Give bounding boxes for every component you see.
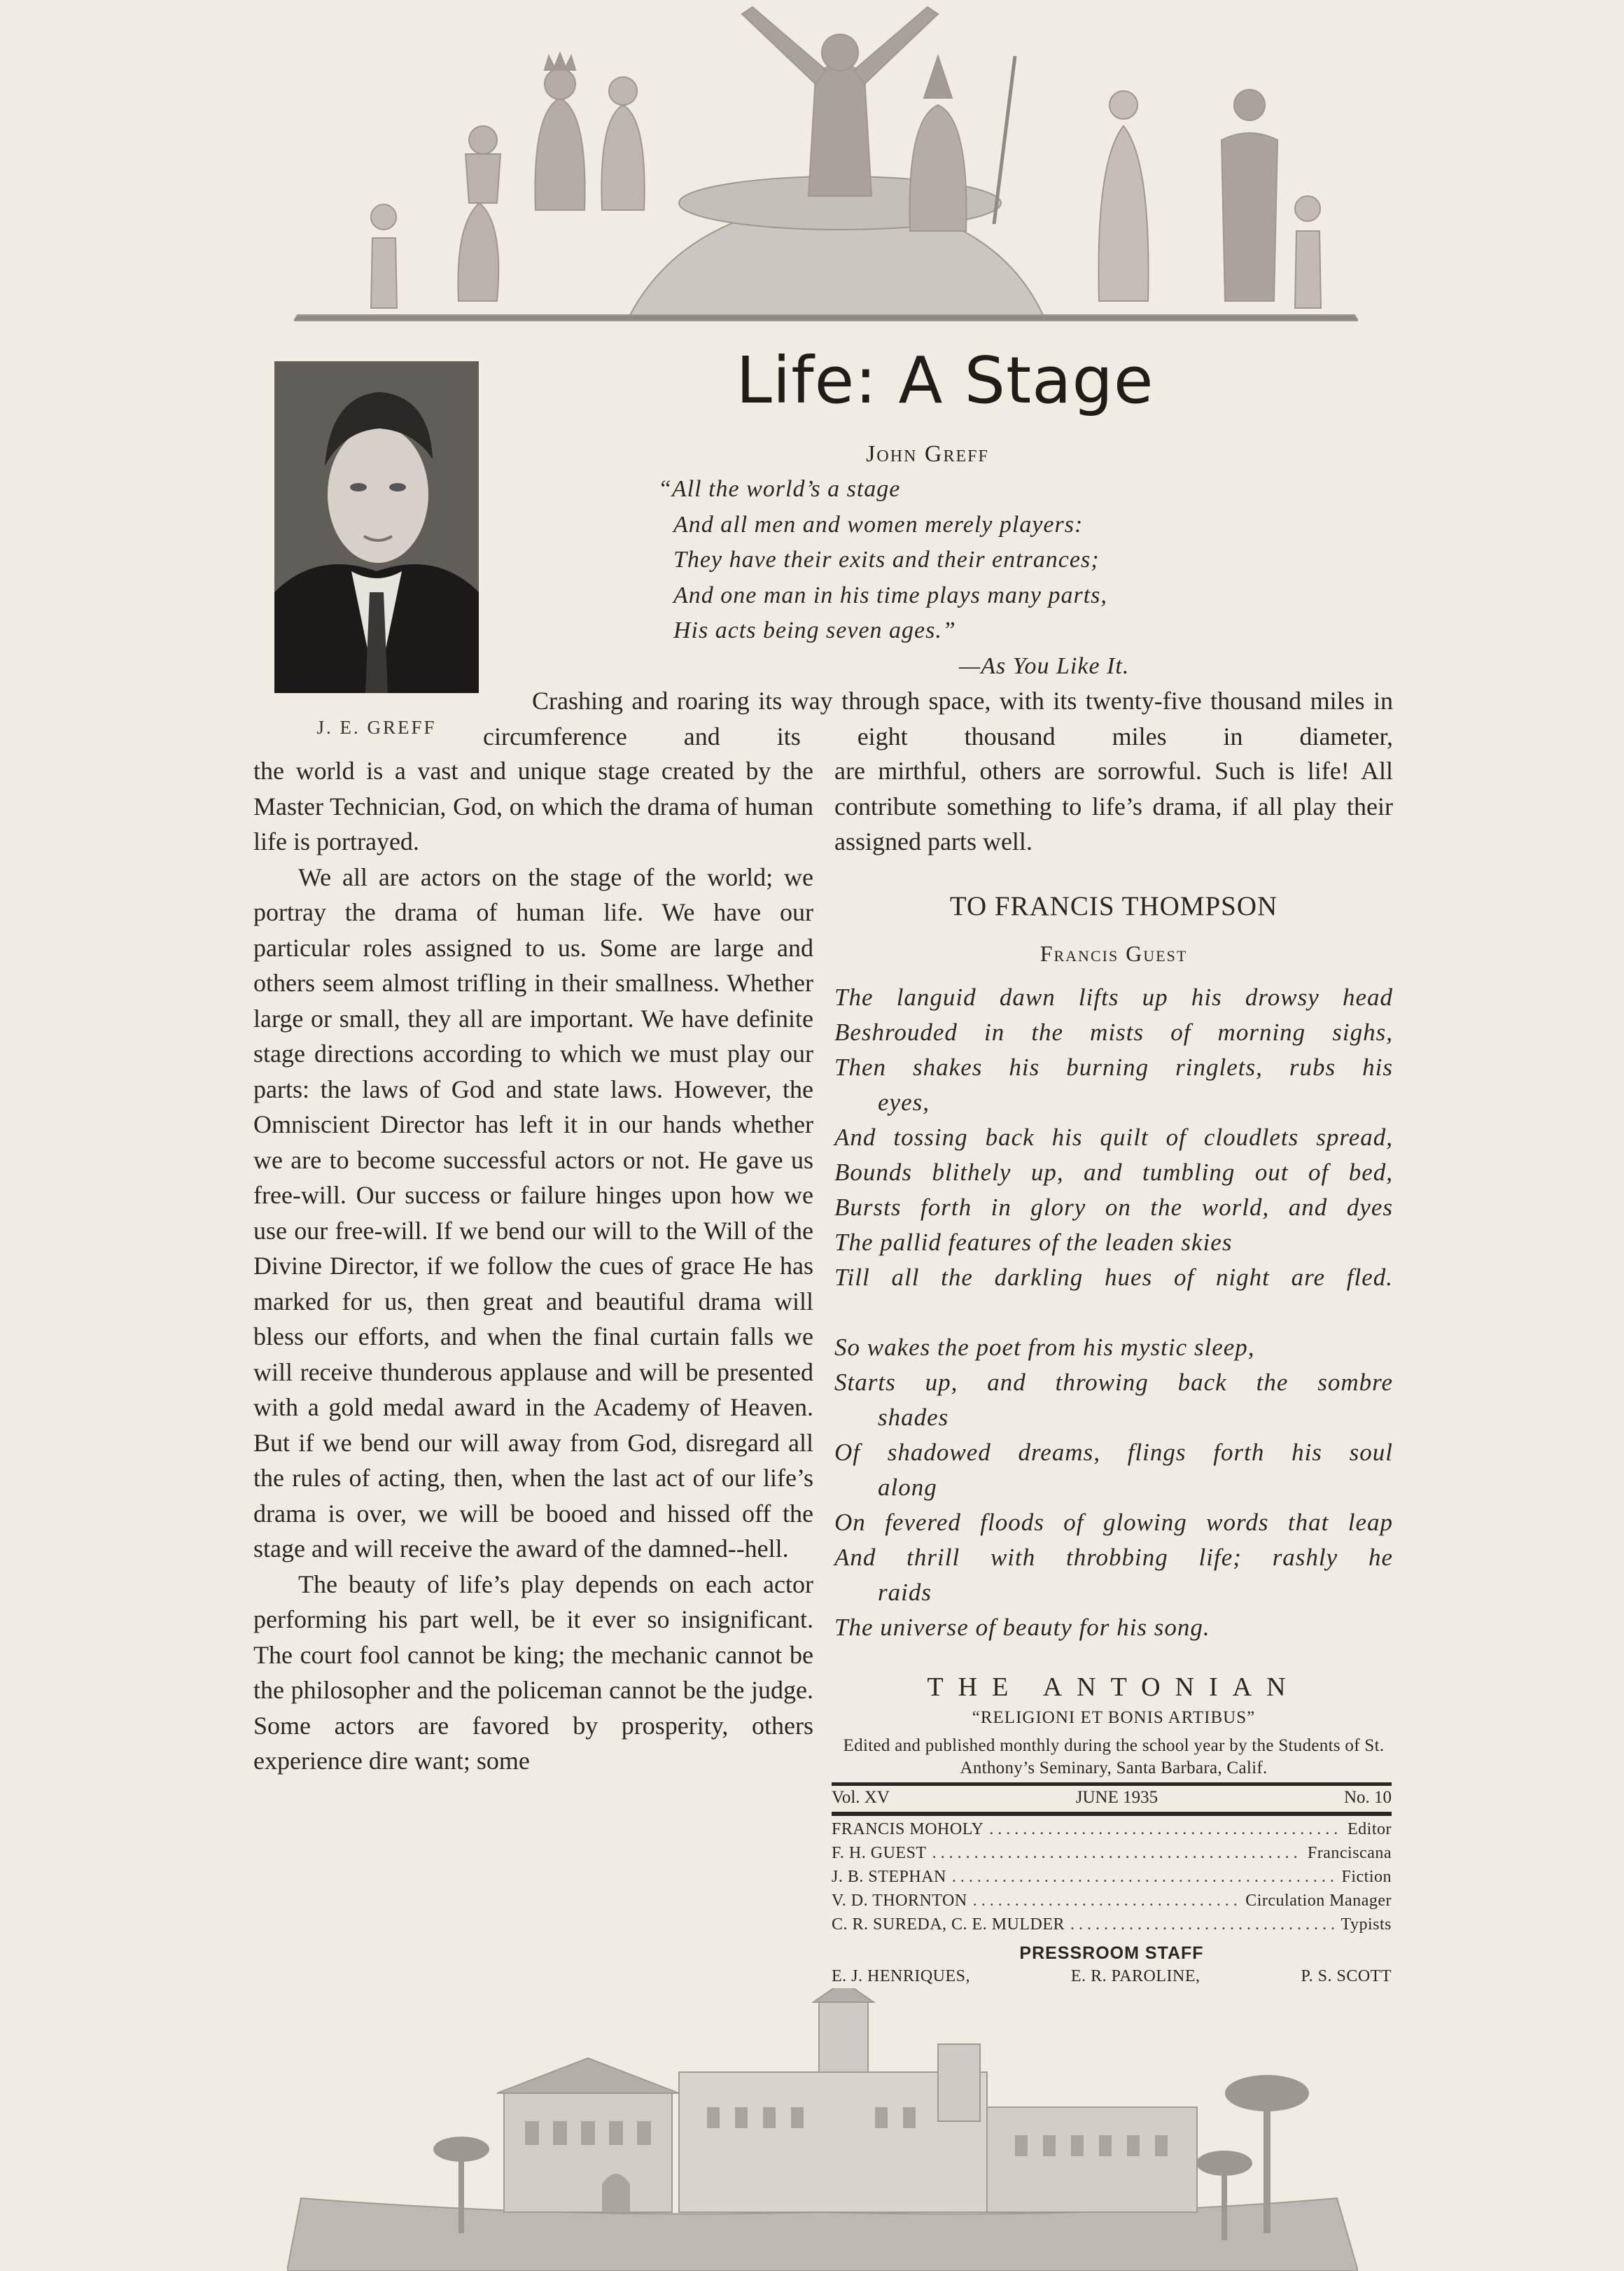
article-paragraph: We all are actors on the stage of the world; we portray the drama of human life. We have our particular roles assigned to us. Some are large and others seem almost trifling in their smallness. Whether large or small, they all are important. We have definite stage directions according to which we must play our parts: the laws of God and state laws. However, the Omniscient Director has left it in our hands whether we are to become successful actors or not. He gave us free-will. Our success or failure hinges upon how we use our free-will. If we bend our will to the Will of the Divine Director, if we follow the cues of grace He has marked for us, then great and beautiful drama will bless our efforts, and when the final curtain falls we will receive thunderous applause and will be presented with a gold medal award in the Academy of Heaven. But if we bend our will away from God, disregard all the rules of acting, then, when the last act of our life’s drama is over, we will be booed and hissed off the stage and will receive the award of the damned--hell. <box>253 862 813 1563</box>
poem-line: The universe of beauty for his song. <box>834 1614 1210 1641</box>
epigraph-line: His acts being seven ages.” <box>673 617 956 643</box>
masthead-description: Edited and published monthly during the school year by the Students of St. Anthony’s Seminary, Santa Barbara, Calif. <box>843 1736 1385 1777</box>
pressroom-member: E. R. PAROLINE, <box>1070 1967 1200 1985</box>
poem-line: The pallid features of the leaden skies <box>834 1229 1233 1256</box>
poem-line: Bounds blithely up, and tumbling out of bed, <box>834 1159 1393 1186</box>
issue-number: No. 10 <box>1343 1788 1392 1807</box>
staff-row <box>832 1913 1392 1936</box>
footer-building-illustration <box>287 1988 1358 2271</box>
epigraph-line: They have their exits and their entrances; <box>673 547 1100 573</box>
leader-dots <box>1070 1913 1335 1936</box>
poem-line: So wakes the poet from his mystic sleep, <box>834 1334 1255 1361</box>
masthead-title: THE ANTONIAN <box>927 1672 1301 1702</box>
staff-role: Editor <box>1348 1820 1392 1838</box>
poem-line: Bursts forth in glory on the world, and dyes <box>834 1194 1393 1221</box>
article-title: Life: A Stage <box>736 343 1154 418</box>
epigraph-line: “All the world’s a stage <box>658 476 901 502</box>
masthead-motto: “RELIGIONI ET BONIS ARTIBUS” <box>972 1708 1256 1727</box>
poem-line: The languid dawn lifts up his drowsy head <box>834 984 1393 1011</box>
masthead-issue-line <box>832 1788 1392 1808</box>
leader-dots <box>973 1889 1240 1913</box>
staff-role: Typists <box>1340 1915 1392 1934</box>
leader-dots <box>952 1865 1336 1889</box>
poem-line: Of shadowed dreams, flings forth his soul <box>834 1439 1393 1466</box>
poem-author: Francis Guest <box>1040 941 1188 966</box>
pressroom-member: P. S. SCOTT <box>1301 1967 1392 1985</box>
staff-name: J. B. STEPHAN <box>832 1868 946 1886</box>
staff-row <box>832 1889 1392 1913</box>
pressroom-member: E. J. HENRIQUES, <box>832 1967 970 1985</box>
volume-label: Vol. XV <box>832 1788 890 1807</box>
author-portrait-photo <box>274 361 479 693</box>
poem-line: along <box>878 1474 937 1501</box>
poem-line: Starts up, and throwing back the sombre <box>834 1369 1393 1396</box>
poem-line: Beshrouded in the mists of morning sighs, <box>834 1019 1393 1046</box>
leader-dots <box>932 1841 1302 1865</box>
poem-line: Then shakes his burning ringlets, rubs his <box>834 1054 1393 1081</box>
article-paragraph: are mirthful, others are sorrowful. Such is life! All contribute something to life’s drama, if all play their assigned parts well. <box>834 757 1393 855</box>
staff-role: Circulation Manager <box>1245 1892 1392 1910</box>
article-left-column <box>253 753 813 1779</box>
staff-row <box>832 1865 1392 1889</box>
staff-role: Fiction <box>1341 1868 1392 1886</box>
masthead-rule <box>832 1782 1392 1786</box>
poem-line: eyes, <box>878 1089 930 1116</box>
poem-line: On fevered floods of glowing words that leap <box>834 1509 1393 1536</box>
masthead-rule <box>832 1812 1392 1816</box>
poem-body <box>834 980 1393 1645</box>
poem-line: shades <box>878 1404 949 1431</box>
issue-date: JUNE 1935 <box>1075 1788 1158 1807</box>
pressroom-names <box>832 1967 1392 1986</box>
article-right-column <box>834 753 1393 860</box>
poem-line: And tossing back his quilt of cloudlets spread, <box>834 1124 1393 1151</box>
epigraph-source: —As You Like It. <box>959 652 1130 679</box>
staff-name: C. R. SUREDA, C. E. MULDER <box>832 1915 1065 1934</box>
poem-line: And thrill with throbbing life; rashly he <box>834 1544 1393 1571</box>
header-illustration <box>294 0 1358 329</box>
poem-line: raids <box>878 1579 932 1606</box>
epigraph-line: And one man in his time plays many parts, <box>673 582 1107 608</box>
leader-dots <box>989 1817 1342 1841</box>
article-paragraph: the world is a vast and unique stage created by the Master Technician, God, on which the drama of human life is portrayed. <box>253 757 813 855</box>
staff-role: Franciscana <box>1307 1844 1392 1862</box>
poem-title: TO FRANCIS THOMPSON <box>949 891 1278 921</box>
staff-name: FRANCIS MOHOLY <box>832 1820 984 1838</box>
epigraph-line: And all men and women merely players: <box>673 511 1084 538</box>
stanza-break <box>834 1295 1393 1330</box>
staff-row <box>832 1841 1392 1865</box>
poem-line: Till all the darkling hues of night are fled. <box>834 1264 1393 1291</box>
epigraph <box>658 472 1400 684</box>
article-paragraph: The beauty of life’s play depends on each actor performing his part well, be it ever so insignificant. The court fool cannot be king; the mechanic cannot be the philosopher and the policeman cannot be the judge. Some actors are favored by prosperity, others experience dire want; some <box>253 1570 813 1775</box>
staff-name: F. H. GUEST <box>832 1844 927 1862</box>
portrait-caption: J. E. GREFF <box>316 717 437 738</box>
staff-name: V. D. THORNTON <box>832 1892 967 1910</box>
pressroom-title: PRESSROOM STAFF <box>1019 1943 1204 1963</box>
staff-row <box>832 1817 1392 1841</box>
article-opening: Crashing and roaring its way through space, with its twenty-five thousand miles in circumference and its eight thousand miles in diameter, <box>483 687 1393 750</box>
staff-list <box>832 1817 1392 1936</box>
article-author: John Greff <box>866 441 989 467</box>
